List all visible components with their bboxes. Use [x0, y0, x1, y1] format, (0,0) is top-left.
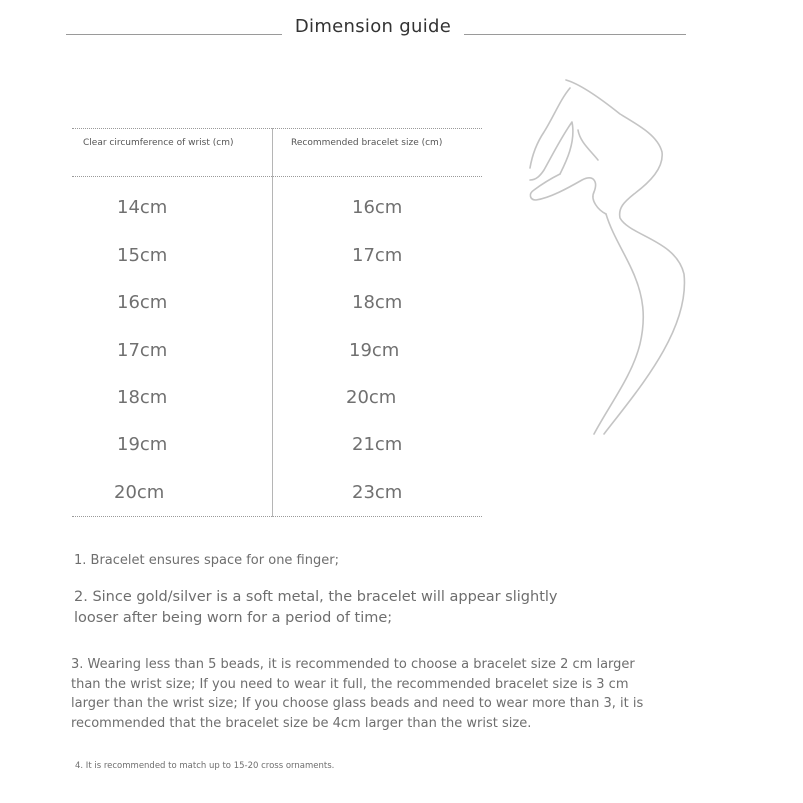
wrist-cell: 15cm — [117, 245, 168, 266]
bracelet-cell: 16cm — [352, 197, 403, 218]
wrist-cell: 20cm — [114, 482, 165, 503]
note-finger-space: 1. Bracelet ensures space for one finger; — [74, 553, 339, 568]
table-bottom-border — [72, 516, 482, 517]
note-line: than the wrist size; If you need to wear it full, the recommended bracelet size is 3 cm — [71, 676, 629, 692]
bracelet-cell: 18cm — [352, 292, 403, 313]
note-line: larger than the wrist size; If you choose glass beads and need to wear more than 3, it is — [71, 696, 644, 712]
hand-outline-icon — [520, 70, 700, 440]
wrist-cell: 18cm — [117, 387, 168, 408]
bracelet-cell: 21cm — [352, 434, 403, 455]
page-title: Dimension guide — [294, 16, 452, 37]
bracelet-cell: 17cm — [352, 245, 403, 266]
note-line: 3. Wearing less than 5 beads, it is recommended to choose a bracelet size 2 cm larger — [71, 657, 635, 672]
wrist-column-header: Clear circumference of wrist (cm) — [83, 138, 234, 148]
bracelet-cell: 19cm — [349, 340, 400, 361]
note-soft-metal — [74, 587, 557, 629]
table-column-divider — [272, 128, 273, 517]
note-line: 2. Since gold/silver is a soft metal, the bracelet will appear slightly — [74, 589, 558, 605]
size-table — [72, 128, 482, 518]
header-divider-left — [66, 34, 282, 35]
wrist-cell: 17cm — [117, 340, 168, 361]
wrist-cell: 19cm — [117, 434, 168, 455]
note-bead-sizing — [71, 655, 643, 733]
bracelet-cell: 20cm — [346, 387, 397, 408]
hand-outline — [530, 80, 684, 434]
note-line: looser after being worn for a period of time; — [74, 610, 393, 626]
note-cross-ornaments: 4. It is recommended to match up to 15-20 cross ornaments. — [75, 761, 335, 771]
table-top-border — [72, 128, 482, 129]
bracelet-cell: 23cm — [352, 482, 403, 503]
wrist-cell: 16cm — [117, 292, 168, 313]
note-line: recommended that the bracelet size be 4cm larger than the wrist size. — [71, 715, 532, 731]
table-header-divider — [72, 176, 482, 177]
bracelet-column-header: Recommended bracelet size (cm) — [291, 138, 443, 148]
header-divider-right — [464, 34, 686, 35]
wrist-cell: 14cm — [117, 197, 168, 218]
